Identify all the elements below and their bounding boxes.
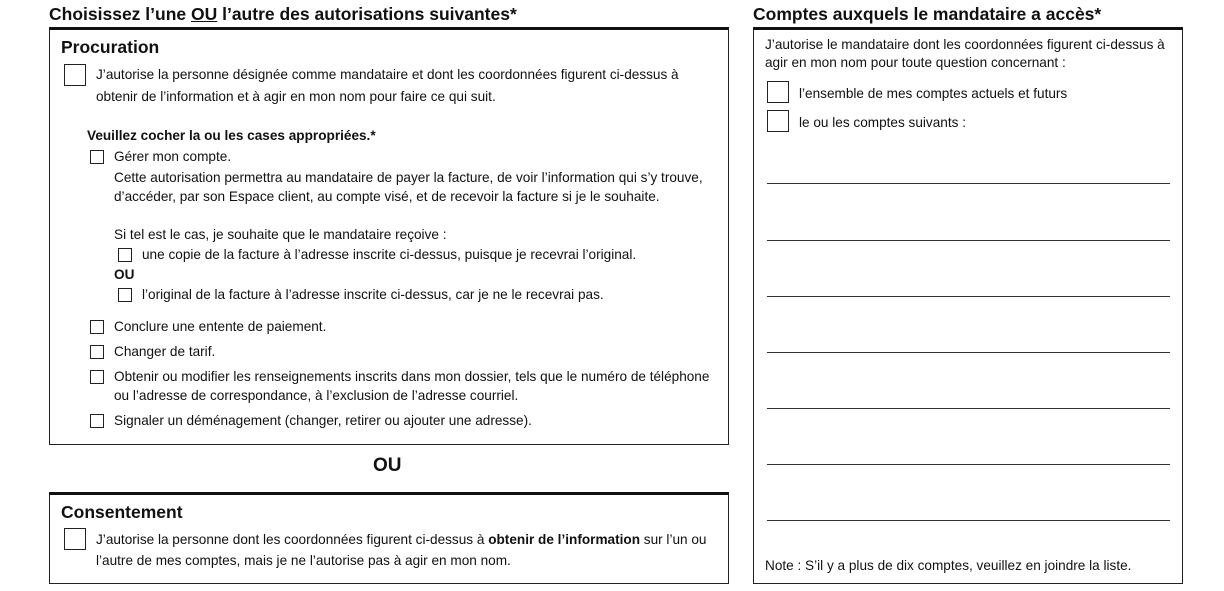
account-number-line[interactable] — [767, 352, 1170, 353]
conclure-checkbox[interactable] — [90, 320, 104, 334]
procuration-text-line2: obtenir de l’information et à agir en mon nom pour faire ce qui suit. — [96, 89, 496, 104]
all-accounts-label: l’ensemble de mes comptes actuels et futurs — [799, 86, 1068, 101]
consentement-text-line2: l’autre de mes comptes, mais je ne l’autorise pas à agir en mon nom. — [96, 553, 511, 568]
account-number-line[interactable] — [767, 183, 1170, 184]
comptes-intro-line1: J’autorise le mandataire dont les coordonnées figurent ci-dessus à — [765, 37, 1165, 52]
consentement-panel — [49, 492, 729, 584]
account-number-line[interactable] — [767, 240, 1170, 241]
procuration-checkbox[interactable] — [64, 64, 86, 86]
modifier-label-line1: Obtenir ou modifier les renseignements inscrits dans mon dossier, tels que le numéro de téléphone — [114, 369, 710, 384]
consentement-text-line1: J’autorise la personne dont les coordonnées figurent ci-dessus à obtenir de l’information sur l’un ou — [96, 532, 707, 547]
demenagement-label: Signaler un déménagement (changer, retirer ou ajouter une adresse). — [114, 413, 532, 428]
account-number-line[interactable] — [767, 520, 1170, 521]
modifier-checkbox[interactable] — [90, 370, 104, 384]
conclure-label: Conclure une entente de paiement. — [114, 319, 327, 334]
right-section-header: Comptes auxquels le mandataire a accès* — [753, 4, 1102, 24]
modifier-label-line2: ou l’adresse de correspondance, à l’exclusion de l’adresse courriel. — [114, 388, 519, 403]
procuration-panel — [49, 27, 729, 445]
copy-invoice-label: une copie de la facture à l’adresse inscrite ci-dessus, puisque je recevrai l’original. — [142, 247, 637, 262]
gerer-if-text: Si tel est le cas, je souhaite que le mandataire reçoive : — [114, 227, 447, 242]
demenagement-checkbox[interactable] — [90, 414, 104, 428]
gerer-checkbox[interactable] — [90, 150, 104, 164]
copy-invoice-checkbox[interactable] — [118, 248, 132, 262]
gerer-desc-line1: Cette autorisation permettra au mandataire de payer la facture, de voir l’information qui s’y trouve, — [114, 170, 703, 185]
changer-tarif-label: Changer de tarif. — [114, 344, 216, 359]
ou-separator: OU — [373, 455, 402, 476]
instruction-text: Veuillez cocher la ou les cases appropriées.* — [87, 128, 376, 143]
account-number-line[interactable] — [767, 408, 1170, 409]
procuration-title: Procuration — [61, 37, 160, 57]
comptes-panel — [753, 27, 1183, 584]
gerer-label: Gérer mon compte. — [114, 149, 232, 164]
changer-tarif-checkbox[interactable] — [90, 345, 104, 359]
specific-accounts-checkbox[interactable] — [767, 110, 789, 132]
consentement-checkbox[interactable] — [64, 528, 86, 550]
gerer-desc-line2: d’accéder, par son Espace client, au compte visé, et de recevoir la facture si je le souhaite. — [114, 189, 660, 204]
original-invoice-checkbox[interactable] — [118, 288, 132, 302]
original-invoice-label: l’original de la facture à l’adresse inscrite ci-dessus, car je ne le recevrai pas. — [142, 287, 604, 302]
comptes-intro-line2: agir en mon nom pour toute question concernant : — [765, 55, 1066, 70]
consentement-title: Consentement — [61, 502, 183, 522]
account-number-line[interactable] — [767, 464, 1170, 465]
or-label: OU — [114, 267, 135, 282]
procuration-text-line1: J’autorise la personne désignée comme mandataire et dont les coordonnées figurent ci-dessus à — [96, 67, 679, 82]
left-section-header: Choisissez l’une OU l’autre des autorisations suivantes* — [49, 4, 517, 24]
all-accounts-checkbox[interactable] — [767, 81, 789, 103]
specific-accounts-label: le ou les comptes suivants : — [799, 115, 966, 130]
ou-emphasis: OU — [190, 4, 218, 24]
account-number-line[interactable] — [767, 296, 1170, 297]
comptes-note: Note : S’il y a plus de dix comptes, veuillez en joindre la liste. — [765, 558, 1132, 573]
